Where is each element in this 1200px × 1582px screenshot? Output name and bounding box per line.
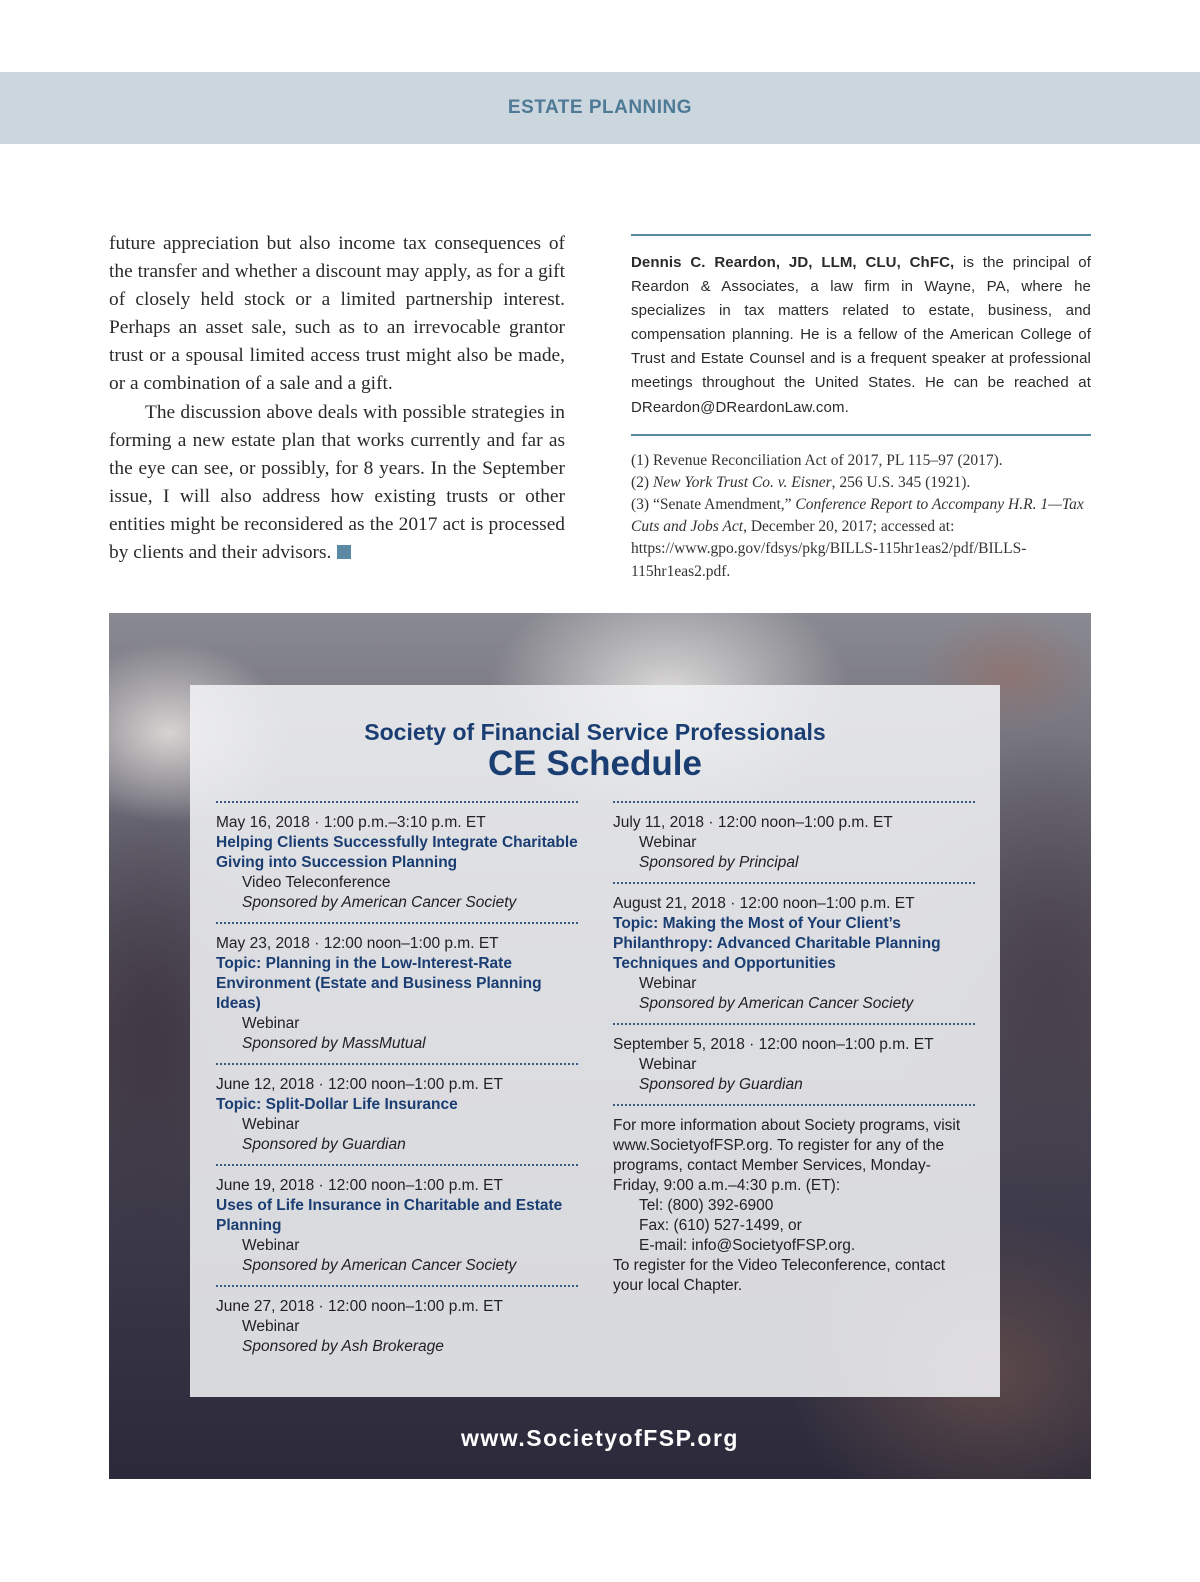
event-format: Webinar: [242, 1237, 300, 1254]
event-topic: Topic: Planning in the Low-Interest-Rate Environment (Estate and Business Planning Ideas): [216, 955, 542, 1012]
org-name: Society of Financial Service Professionals: [364, 719, 826, 745]
article-paragraph: future appreciation but also income tax consequences of the transfer and whether a discount may apply, as for a gift of closely held stock or a limited partnership interest. Perhaps an asset sale, such as to an irrevocable grantor trust or a spousal limited access trust might also be made, or a combination of a sale and a gift.: [109, 233, 565, 395]
schedule-event: [216, 801, 578, 922]
contact-email: E-mail: info@SocietyofFSP.org.: [639, 1237, 856, 1254]
author-bio-text: is the principal of Reardon & Associates, a law firm in Wayne, PA, where he specializes in tax matters related to estate, business, and compensation planning. He is a fellow of the American College of Trust and Estate Counsel and is a frequent speaker at professional meetings throughout the United States. He can be reached at DReardon@DReardonLaw.com.: [631, 254, 1091, 416]
schedule-panel: [190, 685, 1000, 1397]
contact-intro: For more information about Society programs, visit www.SocietyofFSP.org. To register for any of the programs, contact Member Services, Monday-Friday, 9:00 a.m.–4:30 p.m. (ET):: [613, 1117, 961, 1194]
author-name: Dennis C. Reardon, JD, LLM, CLU, ChFC,: [631, 254, 955, 271]
endnote-3-rest: , December 20, 2017; accessed at: https://www.gpo.gov/fdsys/pkg/BILLS-115hr1eas2/pdf/BILLS-115hr1eas2.pdf.: [631, 518, 1027, 580]
event-sponsor: Sponsored by Guardian: [639, 1076, 803, 1093]
schedule-event: [216, 1063, 578, 1164]
schedule-event: [613, 801, 975, 882]
bio-bottom-rule: [631, 434, 1091, 436]
event-topic: Helping Clients Successfully Integrate Charitable Giving into Succession Planning: [216, 834, 578, 871]
event-date: June 19, 2018 · 12:00 noon–1:00 p.m. ET: [216, 1177, 503, 1194]
event-format: Video Teleconference: [242, 874, 391, 891]
end-of-article-mark: [337, 545, 351, 559]
contact-info: [613, 1104, 975, 1296]
endnote-1: (1) Revenue Reconciliation Act of 2017, PL 115–97 (2017).: [631, 451, 1003, 469]
schedule-event: [216, 1164, 578, 1285]
endnote-3-title: Conference Report to Accompany H.R. 1—Tax Cuts and Jobs Act: [631, 496, 1084, 536]
contact-phone: Tel: (800) 392-6900: [639, 1197, 774, 1214]
event-date: July 11, 2018 · 12:00 noon–1:00 p.m. ET: [613, 814, 893, 831]
section-title: ESTATE PLANNING: [507, 97, 693, 118]
event-sponsor: Sponsored by American Cancer Society: [242, 1257, 517, 1274]
event-sponsor: Sponsored by American Cancer Society: [242, 894, 517, 911]
event-date: June 12, 2018 · 12:00 noon–1:00 p.m. ET: [216, 1076, 503, 1093]
article-body: [109, 230, 565, 567]
contact-closing: To register for the Video Teleconference, contact your local Chapter.: [613, 1257, 946, 1294]
endnote-2: [631, 472, 1091, 494]
schedule-event: [613, 882, 975, 1023]
schedule-column-left: [216, 801, 578, 1366]
event-sponsor: Sponsored by Principal: [639, 854, 799, 871]
event-format: Webinar: [639, 975, 697, 992]
event-sponsor: Sponsored by MassMutual: [242, 1035, 426, 1052]
event-sponsor: Sponsored by Ash Brokerage: [242, 1338, 444, 1355]
author-bio: [631, 251, 1091, 420]
section-header-band: [0, 72, 1200, 144]
article-paragraph: [109, 399, 565, 568]
schedule-event: [216, 922, 578, 1063]
event-sponsor: Sponsored by Guardian: [242, 1136, 406, 1153]
schedule-column-right: [613, 801, 975, 1296]
endnote-3-prefix: (3) “Senate Amendment,”: [631, 496, 796, 514]
event-format: Webinar: [242, 1116, 300, 1133]
event-date: June 27, 2018 · 12:00 noon–1:00 p.m. ET: [216, 1298, 503, 1315]
event-date: May 23, 2018 · 12:00 noon–1:00 p.m. ET: [216, 935, 499, 952]
event-date: May 16, 2018 · 1:00 p.m.–3:10 p.m. ET: [216, 814, 486, 831]
website-url: www.SocietyofFSP.org: [461, 1425, 739, 1451]
event-sponsor: Sponsored by American Cancer Society: [639, 995, 914, 1012]
endnote-2-case: New York Trust Co. v. Eisner: [652, 473, 832, 491]
event-format: Webinar: [242, 1318, 300, 1335]
ce-schedule-advertisement: [109, 613, 1091, 1479]
article-paragraph-text: The discussion above deals with possible strategies in forming a new estate plan that works currently and far as the eye can see, or possibly, for 8 years. In the September issue, I will also address how existing trusts or other entities might be reconsidered as the 2017 act is processed by clients and their advisors.: [109, 401, 565, 564]
endnote-2-prefix: (2): [631, 473, 653, 491]
schedule-event: [613, 1023, 975, 1104]
event-topic: Topic: Split-Dollar Life Insurance: [216, 1096, 458, 1113]
endnotes: [631, 450, 1091, 583]
bio-top-rule: [631, 234, 1091, 236]
event-format: Webinar: [639, 834, 697, 851]
endnote-2-rest: , 256 U.S. 345 (1921).: [831, 473, 971, 491]
event-format: Webinar: [242, 1015, 300, 1032]
schedule-event: [216, 1285, 578, 1366]
event-date: September 5, 2018 · 12:00 noon–1:00 p.m. ET: [613, 1036, 934, 1053]
endnote-3: [631, 494, 1091, 583]
event-format: Webinar: [639, 1056, 697, 1073]
event-date: August 21, 2018 · 12:00 noon–1:00 p.m. ET: [613, 895, 915, 912]
contact-fax: Fax: (610) 527-1499, or: [639, 1217, 802, 1234]
event-topic: Uses of Life Insurance in Charitable and Estate Planning: [216, 1197, 563, 1234]
event-topic: Topic: Making the Most of Your Client’s Philanthropy: Advanced Charitable Planning Techniques and Opportunities: [613, 915, 941, 972]
sidebar-column: [631, 234, 1091, 583]
schedule-title: CE Schedule: [488, 744, 702, 783]
